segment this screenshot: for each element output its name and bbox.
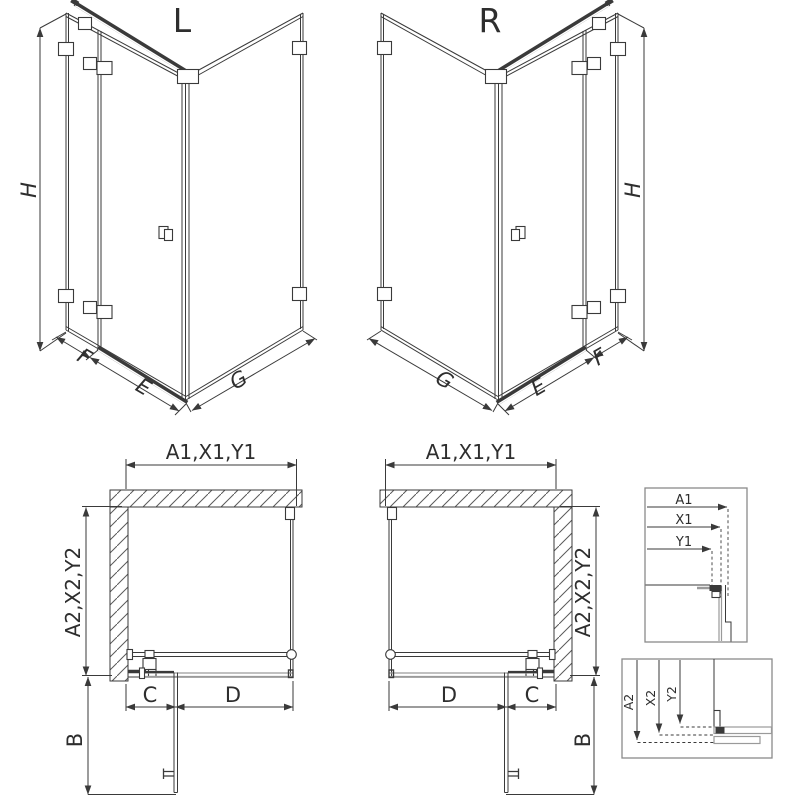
wall-strip bbox=[554, 507, 572, 681]
dim-label-depth-planright: A2,X2,Y2 bbox=[571, 546, 595, 638]
dim-label-b-planleft: B bbox=[63, 732, 87, 748]
detail-box-depth bbox=[622, 659, 772, 758]
dim-label-c-planleft: C bbox=[142, 683, 158, 707]
bar-section bbox=[714, 737, 760, 744]
detail-label-y1: Y1 bbox=[675, 535, 693, 550]
detail-label-x2: X2 bbox=[643, 689, 658, 707]
detail-label-y2: Y2 bbox=[664, 686, 679, 702]
detail-box-width bbox=[645, 488, 747, 642]
detail-label-a1: A1 bbox=[675, 493, 693, 508]
wall-profile-section bbox=[714, 711, 720, 728]
dim-label-depth-planleft: A2,X2,Y2 bbox=[61, 546, 85, 638]
dim-label-width-planright: A1,X1,Y1 bbox=[425, 440, 517, 464]
profile-bracket bbox=[712, 592, 720, 598]
dim-label-door-right: E bbox=[526, 373, 551, 401]
dim-label-b-planright: B bbox=[571, 732, 595, 748]
dim-label-height-left: H bbox=[17, 182, 41, 198]
dim-label-d-planleft: D bbox=[224, 683, 242, 707]
wall-strip bbox=[110, 490, 302, 507]
profile-bracket bbox=[710, 585, 722, 591]
dim-label-d-planright: D bbox=[440, 683, 458, 707]
dim-label-height-right: H bbox=[621, 182, 645, 198]
detail-label-x1: X1 bbox=[675, 513, 693, 528]
dim-label-c-planright: C bbox=[524, 683, 540, 707]
dim-label-side-left: G bbox=[225, 365, 252, 395]
line-work bbox=[40, 0, 772, 795]
dim-label-side-right: G bbox=[431, 365, 458, 395]
variant-title-left: L bbox=[172, 1, 192, 40]
detail-label-a2: A2 bbox=[621, 693, 636, 711]
dim-label-door-left: E bbox=[131, 373, 156, 401]
wall-strip bbox=[380, 490, 572, 507]
dim-label-fixed-right: F bbox=[588, 343, 611, 371]
dim-label-width-planleft: A1,X1,Y1 bbox=[165, 440, 257, 464]
dim-label-fixed-left: F bbox=[73, 343, 96, 371]
wall-strip bbox=[110, 507, 128, 681]
bar-block bbox=[716, 727, 725, 734]
variant-title-right: R bbox=[478, 1, 502, 40]
